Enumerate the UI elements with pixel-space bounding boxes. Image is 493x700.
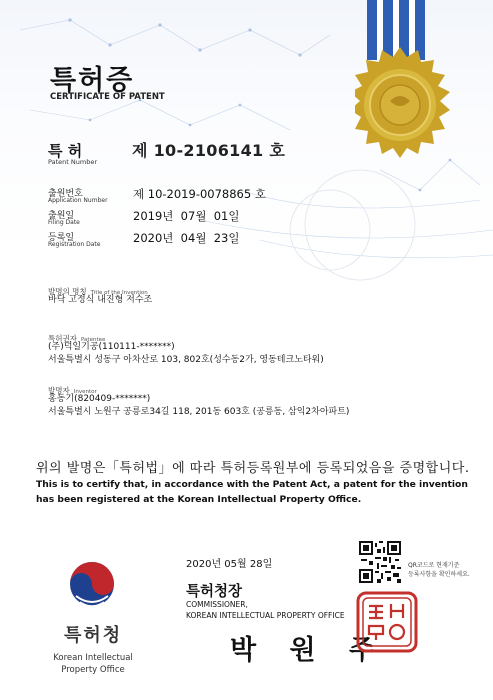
kipo-name-ko: 특허청 (64, 625, 123, 646)
filing-date-label: 출원일 (48, 211, 75, 221)
commissioner-title-en-line1: COMMISSIONER, (186, 600, 248, 609)
certificate-title: 특허증 (50, 65, 135, 96)
gold-seal-icon (355, 0, 465, 170)
commissioner-title-en (186, 599, 345, 621)
qr-code-icon[interactable] (359, 541, 401, 583)
certification-statement-en: This is to certify that, in accordance with the Patent Act, a patent for the invention has been registered at the Korean Intellectual Property Office. (36, 479, 468, 505)
official-stamp-icon (355, 590, 419, 654)
certificate-title-en: CERTIFICATE OF PATENT (50, 92, 165, 102)
patent-number-value: 제 10-2106141 호 (132, 141, 286, 160)
qr-note (408, 561, 470, 579)
kipo-name-en-line2: Property Office (61, 665, 125, 675)
inventor-label-en: Inventor (73, 389, 97, 395)
patent-number-label: 특 허 (48, 142, 83, 160)
kipo-logo-icon (66, 556, 118, 612)
filing-date-value: 2019년 07월 01일 (133, 209, 240, 223)
application-number-label-en: Application Number (48, 197, 108, 204)
invention-label-en: Title of the Invention (90, 290, 148, 296)
inventor-label: 발명자 (48, 386, 70, 395)
registration-date-label-en: Registration Date (48, 241, 101, 248)
patentee-label-en: Patentee (80, 337, 106, 343)
inventor-address: 서울특별시 노원구 공릉로34길 118, 201동 603호 (공릉동, 삼익2차아파트) (48, 407, 350, 417)
kipo-name-en (46, 652, 140, 676)
patentee-label: 특허권자 (48, 334, 77, 343)
application-number-label: 출원번호 (48, 189, 83, 199)
qr-note-line1: QR코드로 현재기준 (408, 562, 460, 569)
registration-date-label: 등록일 (48, 233, 75, 243)
filing-date-label-en: Filing Date (48, 219, 80, 226)
commissioner-signature: 박 원 주 (230, 635, 388, 666)
patent-number-label-en: Patent Number (48, 158, 98, 166)
patentee-address: 서울특별시 성동구 아차산로 103, 802호(성수동2가, 영동테크노타워) (48, 355, 324, 365)
commissioner-title-ko: 특허청장 (186, 584, 243, 600)
invention-title: 바닥 고정식 내진형 저수조 (48, 295, 153, 305)
application-number-value: 제 10-2019-0078865 호 (133, 187, 266, 201)
certification-statement-ko: 위의 발명은「특허법」에 따라 특허등록원부에 등록되었음을 증명합니다. (36, 461, 470, 476)
kipo-name-en-line1: Korean Intellectual (53, 653, 133, 663)
invention-label: 발명의 명칭 (48, 287, 87, 296)
inventor-name: 홍동기(820409-*******) (48, 394, 151, 404)
registration-date-value: 2020년 04월 23일 (133, 231, 240, 245)
commissioner-title-en-line2: KOREAN INTELLECTUAL PROPERTY OFFICE (186, 611, 345, 620)
issue-date: 2020년 05월 28일 (186, 559, 273, 570)
patentee-name: (주)덕일기공(110111-*******) (48, 342, 175, 352)
qr-note-line2: 등록사항을 확인하세요. (408, 571, 470, 578)
